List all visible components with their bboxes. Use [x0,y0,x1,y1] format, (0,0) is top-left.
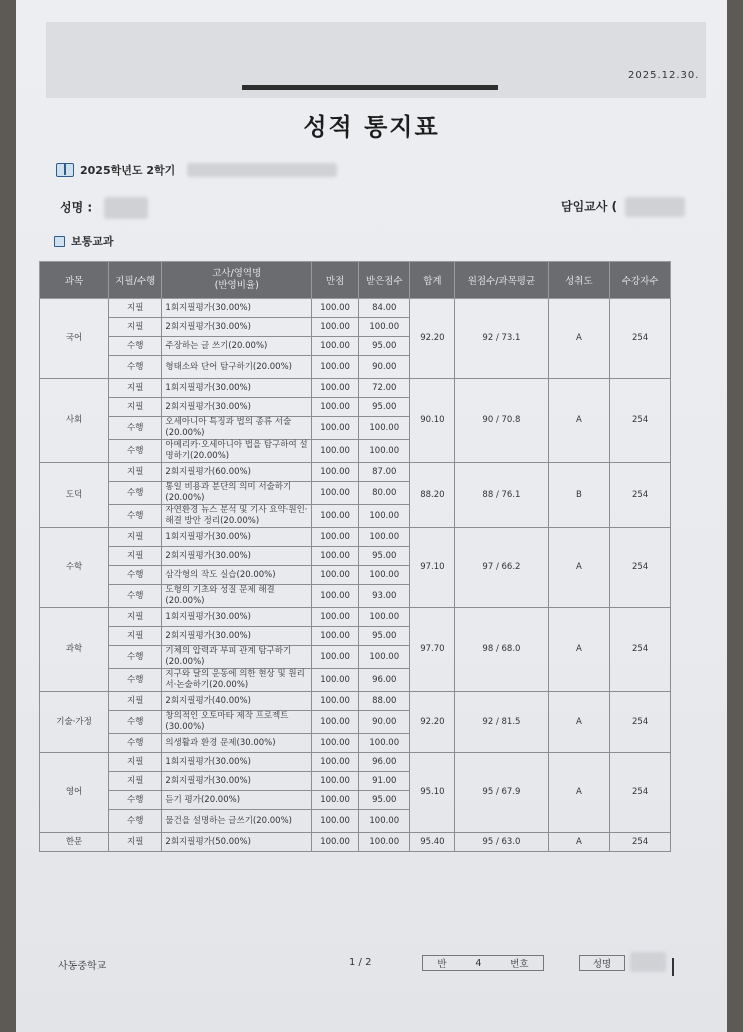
achievement-grade: A [548,299,610,379]
exam-name: 오세아니아 특징과 법의 종류 서술(20.00%) [162,417,312,440]
exam-type: 수행 [109,505,162,528]
achievement-grade: A [548,833,610,852]
table-row [40,299,671,318]
earned-score: 100.00 [359,528,410,547]
exam-type: 지필 [109,463,162,482]
table-row [40,608,671,627]
total-score: 90.10 [410,379,455,463]
student-count: 254 [610,608,671,692]
exam-type: 수행 [109,791,162,810]
student-count: 254 [610,833,671,852]
total-score: 88.20 [410,463,455,528]
achievement-grade: A [548,608,610,692]
earned-score: 100.00 [359,318,410,337]
exam-name: 2회지필평가(60.00%) [162,463,312,482]
page-edge-mark [672,958,674,976]
max-score: 100.00 [312,772,359,791]
exam-name: 의생활과 환경 문제(30.00%) [162,734,312,753]
exam-name: 2회지필평가(40.00%) [162,692,312,711]
exam-name: 주장하는 글 쓰기(20.00%) [162,337,312,356]
exam-name: 2회지필평가(50.00%) [162,833,312,852]
raw-and-average: 97 / 66.2 [455,528,548,608]
table-row [40,463,671,482]
footer-name-box [579,955,625,971]
subject-name: 도덕 [40,463,109,528]
max-score: 100.00 [312,833,359,852]
max-score: 100.00 [312,528,359,547]
total-score: 97.10 [410,528,455,608]
student-count: 254 [610,692,671,753]
earned-score: 87.00 [359,463,410,482]
exam-type: 수행 [109,440,162,463]
achievement-grade: A [548,753,610,833]
student-name-row [60,197,148,219]
max-score: 100.00 [312,669,359,692]
student-count: 254 [610,463,671,528]
earned-score: 95.00 [359,547,410,566]
achievement-grade: A [548,528,610,608]
name-label: 성명 : [60,200,93,215]
max-score: 100.00 [312,734,359,753]
exam-type: 지필 [109,379,162,398]
redacted-name [104,197,148,219]
earned-score: 95.00 [359,337,410,356]
earned-score: 100.00 [359,440,410,463]
student-count: 254 [610,528,671,608]
col-subject: 과목 [40,262,109,299]
max-score: 100.00 [312,463,359,482]
year-term-line [56,162,337,178]
exam-name: 형태소와 단어 탐구하기(20.00%) [162,356,312,379]
col-average: 원점수/과목평균 [455,262,548,299]
max-score: 100.00 [312,608,359,627]
earned-score: 95.00 [359,791,410,810]
book-icon [56,163,74,177]
exam-type: 수행 [109,566,162,585]
exam-name: 자연환경 뉴스 분석 및 기사 요약·원인·해결 방안 정리(20.00%) [162,505,312,528]
exam-name: 물건을 설명하는 글쓰기(20.00%) [162,810,312,833]
col-students: 수강자수 [610,262,671,299]
student-count: 254 [610,379,671,463]
exam-name: 통일 비용과 분단의 의미 서술하기(20.00%) [162,482,312,505]
exam-name: 1회지필평가(30.00%) [162,299,312,318]
section-heading [54,233,114,249]
max-score: 100.00 [312,646,359,669]
max-score: 100.00 [312,753,359,772]
subject-name: 영어 [40,753,109,833]
earned-score: 100.00 [359,505,410,528]
col-score: 받은점수 [359,262,410,299]
earned-score: 88.00 [359,692,410,711]
title-rule [242,85,498,90]
max-score: 100.00 [312,810,359,833]
exam-type: 지필 [109,318,162,337]
achievement-grade: A [548,379,610,463]
subject-name: 과학 [40,608,109,692]
subject-name: 기술·가정 [40,692,109,753]
class-value: 4 [475,957,482,969]
earned-score: 80.00 [359,482,410,505]
exam-type: 수행 [109,482,162,505]
exam-type: 지필 [109,627,162,646]
max-score: 100.00 [312,482,359,505]
exam-type: 수행 [109,646,162,669]
exam-type: 지필 [109,398,162,417]
exam-type: 수행 [109,585,162,608]
earned-score: 95.00 [359,627,410,646]
subject-name: 사회 [40,379,109,463]
exam-type: 수행 [109,734,162,753]
exam-type: 지필 [109,528,162,547]
earned-score: 100.00 [359,833,410,852]
year-term: 2025학년도 2학기 [80,164,176,177]
issue-date: 2025.12.30. [628,70,700,81]
section-title: 보통교과 [71,235,114,248]
max-score: 100.00 [312,692,359,711]
exam-name: 도형의 기초와 성질 문제 해결(20.00%) [162,585,312,608]
earned-score: 90.00 [359,711,410,734]
earned-score: 100.00 [359,417,410,440]
max-score: 100.00 [312,398,359,417]
col-grade: 성취도 [548,262,610,299]
exam-name: 1회지필평가(30.00%) [162,608,312,627]
max-score: 100.00 [312,566,359,585]
exam-name: 2회지필평가(30.00%) [162,547,312,566]
student-count: 254 [610,299,671,379]
max-score: 100.00 [312,379,359,398]
max-score: 100.00 [312,417,359,440]
achievement-grade: B [548,463,610,528]
col-exam: 고사/영역명 (반영비율) [162,262,312,299]
col-max: 만점 [312,262,359,299]
table-row [40,833,671,852]
teacher-label: 담임교사 ( [561,199,618,214]
max-score: 100.00 [312,318,359,337]
table-row [40,753,671,772]
earned-score: 100.00 [359,734,410,753]
total-score: 95.40 [410,833,455,852]
max-score: 100.00 [312,547,359,566]
redacted-teacher [625,197,685,217]
max-score: 100.00 [312,791,359,810]
exam-name: 듣기 평가(20.00%) [162,791,312,810]
table-row [40,692,671,711]
max-score: 100.00 [312,505,359,528]
exam-type: 지필 [109,772,162,791]
exam-name: 2회지필평가(30.00%) [162,318,312,337]
exam-name: 아메리카·오세아니아 법을 탐구하여 설명하기(20.00%) [162,440,312,463]
max-score: 100.00 [312,627,359,646]
exam-type: 수행 [109,711,162,734]
number-label: 번호 [510,959,529,970]
max-score: 100.00 [312,585,359,608]
table-row [40,379,671,398]
subject-name: 국어 [40,299,109,379]
exam-name: 삼각형의 작도 실습(20.00%) [162,566,312,585]
redacted-footer-name [630,952,666,972]
raw-and-average: 95 / 67.9 [455,753,548,833]
raw-and-average: 88 / 76.1 [455,463,548,528]
page-title: 성적 통지표 [303,113,440,141]
max-score: 100.00 [312,440,359,463]
earned-score: 96.00 [359,669,410,692]
exam-type: 지필 [109,692,162,711]
class-label: 반 [437,959,447,970]
student-count: 254 [610,753,671,833]
total-score: 95.10 [410,753,455,833]
exam-name: 2회지필평가(30.00%) [162,772,312,791]
footer-name-label: 성명 [592,959,612,970]
exam-name: 창의적인 오토마타 제작 프로젝트(30.00%) [162,711,312,734]
achievement-grade: A [548,692,610,753]
exam-type: 수행 [109,417,162,440]
exam-name: 2회지필평가(30.00%) [162,627,312,646]
exam-type: 지필 [109,608,162,627]
grades-table [39,261,671,852]
earned-score: 100.00 [359,810,410,833]
exam-name: 1회지필평가(30.00%) [162,379,312,398]
earned-score: 84.00 [359,299,410,318]
exam-type: 수행 [109,669,162,692]
earned-score: 96.00 [359,753,410,772]
exam-name: 2회지필평가(30.00%) [162,398,312,417]
earned-score: 72.00 [359,379,410,398]
table-row [40,528,671,547]
exam-type: 지필 [109,753,162,772]
earned-score: 100.00 [359,608,410,627]
redacted-class-info [187,163,337,177]
earned-score: 90.00 [359,356,410,379]
earned-score: 100.00 [359,566,410,585]
exam-type: 수행 [109,810,162,833]
homeroom-teacher-row [561,197,685,217]
total-score: 97.70 [410,608,455,692]
exam-type: 수행 [109,356,162,379]
table-header-row [40,262,671,299]
earned-score: 100.00 [359,646,410,669]
total-score: 92.20 [410,692,455,753]
school-name: 사동중학교 [58,961,107,972]
raw-and-average: 98 / 68.0 [455,608,548,692]
col-total: 합계 [410,262,455,299]
exam-type: 지필 [109,547,162,566]
exam-type: 수행 [109,337,162,356]
section-icon [54,236,65,247]
exam-name: 기체의 압력과 부피 관계 탐구하기(20.00%) [162,646,312,669]
exam-type: 지필 [109,299,162,318]
subject-name: 수학 [40,528,109,608]
earned-score: 93.00 [359,585,410,608]
exam-name: 1회지필평가(30.00%) [162,528,312,547]
page-number: 1 / 2 [349,957,372,968]
max-score: 100.00 [312,356,359,379]
raw-and-average: 92 / 73.1 [455,299,548,379]
exam-type: 지필 [109,833,162,852]
class-number-box [422,955,544,971]
total-score: 92.20 [410,299,455,379]
max-score: 100.00 [312,337,359,356]
max-score: 100.00 [312,711,359,734]
raw-and-average: 95 / 63.0 [455,833,548,852]
max-score: 100.00 [312,299,359,318]
earned-score: 95.00 [359,398,410,417]
exam-name: 지구와 달의 운동에 의한 현상 및 원리 서·논술하기(20.00%) [162,669,312,692]
raw-and-average: 92 / 81.5 [455,692,548,753]
earned-score: 91.00 [359,772,410,791]
col-type: 지필/수행 [109,262,162,299]
subject-name: 한문 [40,833,109,852]
raw-and-average: 90 / 70.8 [455,379,548,463]
exam-name: 1회지필평가(30.00%) [162,753,312,772]
